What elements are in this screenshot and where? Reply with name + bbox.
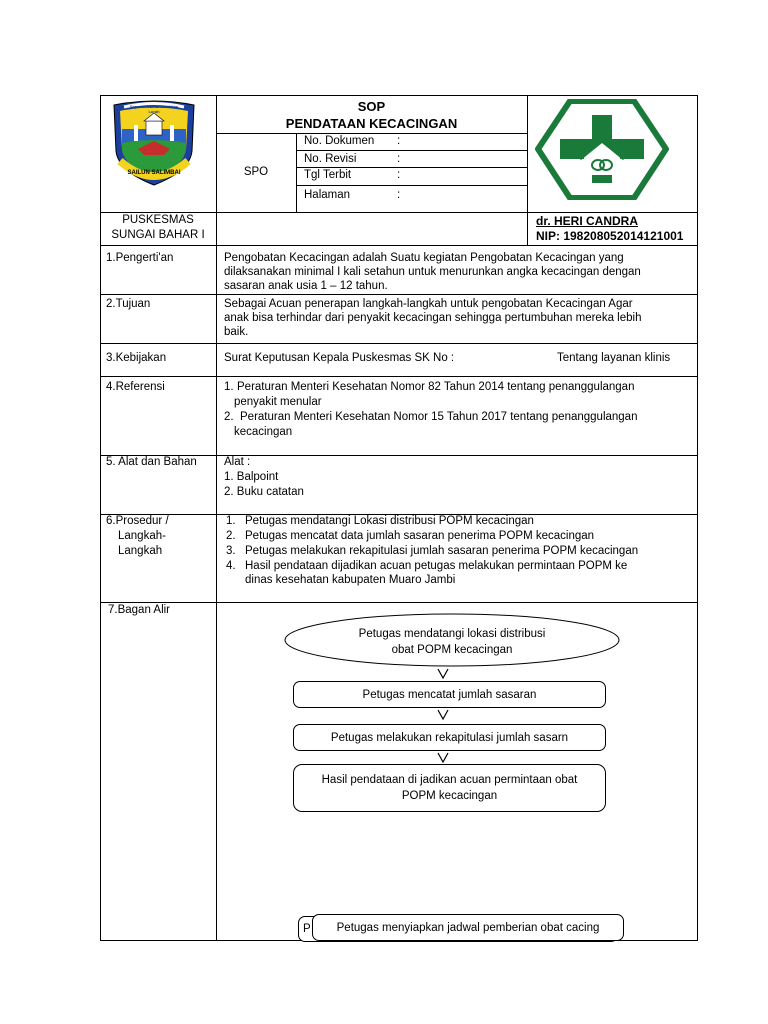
section-label: 3.Kebijakan	[106, 352, 167, 364]
flow-step4-box	[293, 764, 606, 812]
emblem-motto-bottom: SAILUN SALIMBAI	[127, 170, 181, 176]
section-label: 1.Pengerti'an	[106, 252, 174, 264]
doc-field-label: Halaman	[304, 189, 351, 201]
section-text-line: dilaksanakan minimal I kali setahun untuk menurunkan angka kecacingan dengan	[224, 266, 641, 278]
section-text: Surat Keputusan Kepala Puskesmas SK No :	[224, 352, 455, 364]
section-heading: Alat :	[224, 456, 251, 468]
list-item-text: Petugas mendatangi Lokasi distribusi POPM kecacingan	[245, 515, 534, 527]
section-text-line: baik.	[224, 326, 249, 338]
section-label: 5. Alat dan Bahan	[106, 456, 197, 468]
list-item-text: Petugas melakukan rekapitulasi jumlah sasaran penerima POPM kecacingan	[245, 545, 639, 557]
doc-field-label: No. Dokumen	[304, 135, 375, 147]
emblem-motto-top: Sepucuk Jambi Sembilan Lurah	[129, 104, 179, 114]
flow-step5-box	[312, 914, 624, 941]
list-item: 1. Balpoint	[224, 471, 279, 483]
section-text-line: Sebagai Acuan penerapan langkah-langkah untuk pengobatan Kecacingan Agar	[224, 298, 633, 310]
flow-arrow-down-icon	[437, 752, 449, 764]
regional-emblem-logo	[106, 99, 202, 189]
puskesmas-logo	[534, 99, 670, 200]
flow-step2-box	[293, 681, 606, 708]
spo-label: SPO	[243, 166, 269, 178]
list-item-text: Petugas mencatat data jumlah sasaran penerima POPM kecacingan	[245, 530, 595, 542]
list-item-text: Peraturan Menteri Kesehatan Nomor 15 Tahun 2017 tentang penanggulangan	[240, 411, 638, 423]
section-label: Langkah-	[118, 530, 166, 542]
flow-step5-text: Petugas menyiapkan jadwal pemberian obat cacing	[336, 921, 600, 934]
signer-name: dr. HERI CANDRA	[536, 214, 639, 228]
doc-field-value: :	[397, 189, 401, 201]
section-text-line: Pengobatan Kecacingan adalah Suatu kegiatan Pengobatan Kecacingan yang	[224, 252, 624, 264]
org-name-line1: PUSKESMAS	[122, 214, 194, 226]
section-label: 6.Prosedur /	[106, 515, 169, 527]
list-item-text-cont: penyakit menular	[234, 396, 322, 408]
section-label: Langkah	[118, 545, 163, 557]
signer-nip: NIP: 198208052014121001	[536, 229, 684, 243]
list-item-num: 1.	[224, 381, 234, 393]
flow-step4-line1: Hasil pendataan di jadikan acuan permintaan obat	[321, 774, 578, 786]
sop-subtitle: PENDATAAN KECACINGAN	[285, 116, 458, 131]
flow-arrow-down-icon	[437, 668, 449, 680]
flow-step1-line2: obat POPM kecacingan	[391, 644, 513, 656]
list-item: 2. Buku catatan	[224, 486, 304, 498]
flow-step4-line2: POPM kecacingan	[401, 790, 498, 802]
flow-step2-text: Petugas mencatat jumlah sasaran	[362, 688, 537, 701]
doc-field-value: :	[397, 169, 401, 181]
section-label: 7.Bagan Alir	[108, 604, 171, 616]
doc-field-value: :	[397, 135, 401, 147]
list-item-text-cont: dinas kesehatan kabupaten Muaro Jambi	[245, 574, 456, 586]
flow-step1-line1: Petugas mendatangi lokasi distribusi	[358, 628, 546, 640]
doc-field-value: :	[397, 153, 401, 165]
section-text-right: Tentang layanan klinis	[557, 352, 671, 364]
list-item-num: 1.	[226, 515, 236, 527]
list-item-num: 3.	[226, 545, 236, 557]
section-label: 4.Referensi	[106, 381, 165, 393]
sop-title: SOP	[357, 99, 386, 114]
flow-arrow-down-icon	[437, 709, 449, 721]
flow-step5-shadow-text: P	[303, 923, 311, 935]
list-item-text-cont: kecacingan	[234, 426, 293, 438]
section-text-line: anak bisa terhindar dari penyakit kecacingan sehingga pertumbuhan mereka lebih	[224, 312, 642, 324]
section-text-line: sasaran anak usia 1 – 12 tahun.	[224, 280, 388, 292]
doc-field-label: No. Revisi	[304, 153, 357, 165]
list-item-num: 2.	[224, 411, 234, 423]
list-item-num: 2.	[226, 530, 236, 542]
list-item-text: Peraturan Menteri Kesehatan Nomor 82 Tahun 2014 tentang penanggulangan	[237, 381, 635, 393]
flow-step3-text: Petugas melakukan rekapitulasi jumlah sasarn	[330, 731, 569, 744]
flow-step3-box	[293, 724, 606, 751]
list-item-text: Hasil pendataan dijadikan acuan petugas melakukan permintaan POPM ke	[245, 560, 628, 572]
list-item-num: 4.	[226, 560, 236, 572]
doc-field-label: Tgl Terbit	[304, 169, 352, 181]
section-label: 2.Tujuan	[106, 298, 151, 310]
org-name-line2: SUNGAI BAHAR I	[111, 229, 205, 241]
